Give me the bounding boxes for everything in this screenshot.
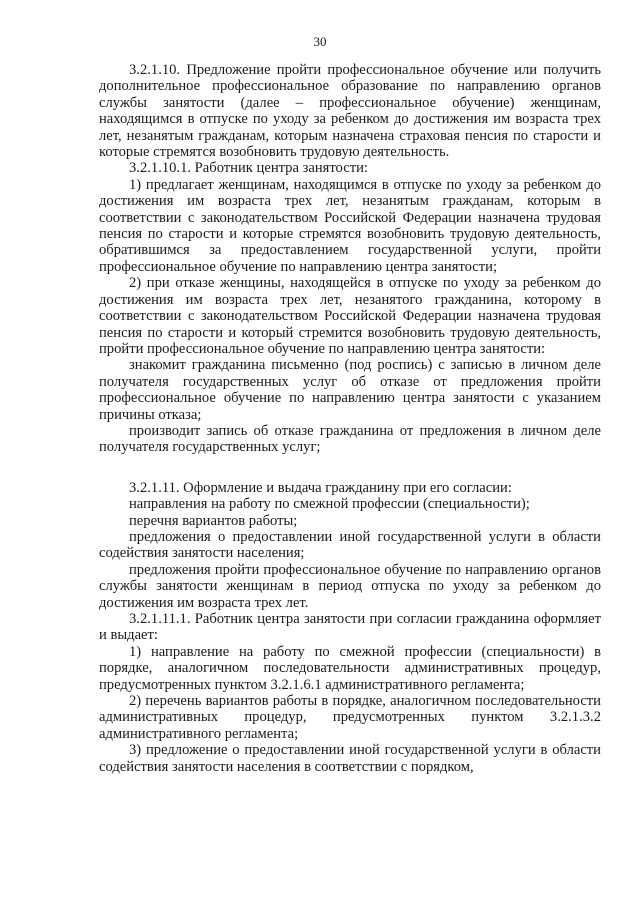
refusal-record-entry: производит запись об отказе гражданина от предложения в личном деле получателя государственных услуг; [99, 422, 601, 456]
item-other-service-offer: предложения о предоставлении иной государственной услуги в области содействия занятости населения; [99, 528, 601, 562]
list-item-3-service-offer: 3) предложение о предоставлении иной государственной услуги в области содействия занятости населения в соответствии с порядком, [99, 742, 601, 775]
item-job-options-list: перечня вариантов работы; [129, 512, 298, 529]
paragraph-3-2-1-10: 3.2.1.10. Предложение пройти профессиональное обучение или получить дополнительное профессиональное образование по направлению органов службы занятости (далее – профессиональное обучение) женщинам, находящимся в отпуске по уходу за ребенком до достижения им возраста трех лет, незанятым гражданам, которым назначена страховая пенсия по старости и которые стремятся возобновить трудовую деятельность. [99, 62, 601, 161]
paragraph-3-2-1-11: 3.2.1.11. Оформление и выдача гражданину при его согласии: [129, 479, 512, 496]
list-item-2-job-list: 2) перечень вариантов работы в порядке, аналогичном последовательности административных процедур, предусмотренных пунктом 3.2.1.3.2 административного регламента; [99, 693, 601, 742]
list-item-2-refusal: 2) при отказе женщины, находящейся в отпуске по уходу за ребенком до достижения им возраста трех лет, незанятого гражданина, которому в соответствии с законодательством Российской Федерации назначена трудовая пенсия по старости и который стремится возобновить трудовую деятельность, пройти профессиональное обучение по направлению центра занятости: [99, 275, 601, 357]
item-training-offer: предложения пройти профессиональное обучение по направлению органов службы занятости женщинам в период отпуска по уходу за ребенком до достижения им возраста трех лет. [99, 561, 601, 611]
list-item-1-referral: 1) направление на работу по смежной профессии (специальности) в порядке, аналогичном последовательности административных процедур, предусмотренных пунктом 3.2.1.6.1 административного регламента; [99, 643, 601, 693]
page-number: 30 [313, 34, 327, 49]
list-item-1-offer: 1) предлагает женщинам, находящимся в отпуске по уходу за ребенком до достижения им возраста трех лет, незанятым гражданам, которым в соответствии с законодательством Российской Федерации назначена трудовая пенсия по старости и которые стремятся возобновить трудовую деятельность, обратившимся за предоставлением государственной услуги, пройти профессиональное обучение по направлению центра занятости; [99, 176, 601, 275]
item-related-profession-referral: направления на работу по смежной профессии (специальности); [129, 496, 530, 513]
paragraph-3-2-1-11-1: 3.2.1.11.1. Работник центра занятости при согласии гражданина оформляет и выдает: [99, 611, 601, 644]
section-gap [99, 456, 601, 480]
refusal-record-familiarize: знакомит гражданина письменно (под роспись) с записью в личном деле получателя государственных услуг об отказе от предложения пройти профессиональное обучение по направлению центра занятости с указанием причины отказа; [99, 357, 601, 423]
paragraph-3-2-1-10-1: 3.2.1.10.1. Работник центра занятости: [129, 160, 368, 177]
document-body [99, 62, 601, 775]
